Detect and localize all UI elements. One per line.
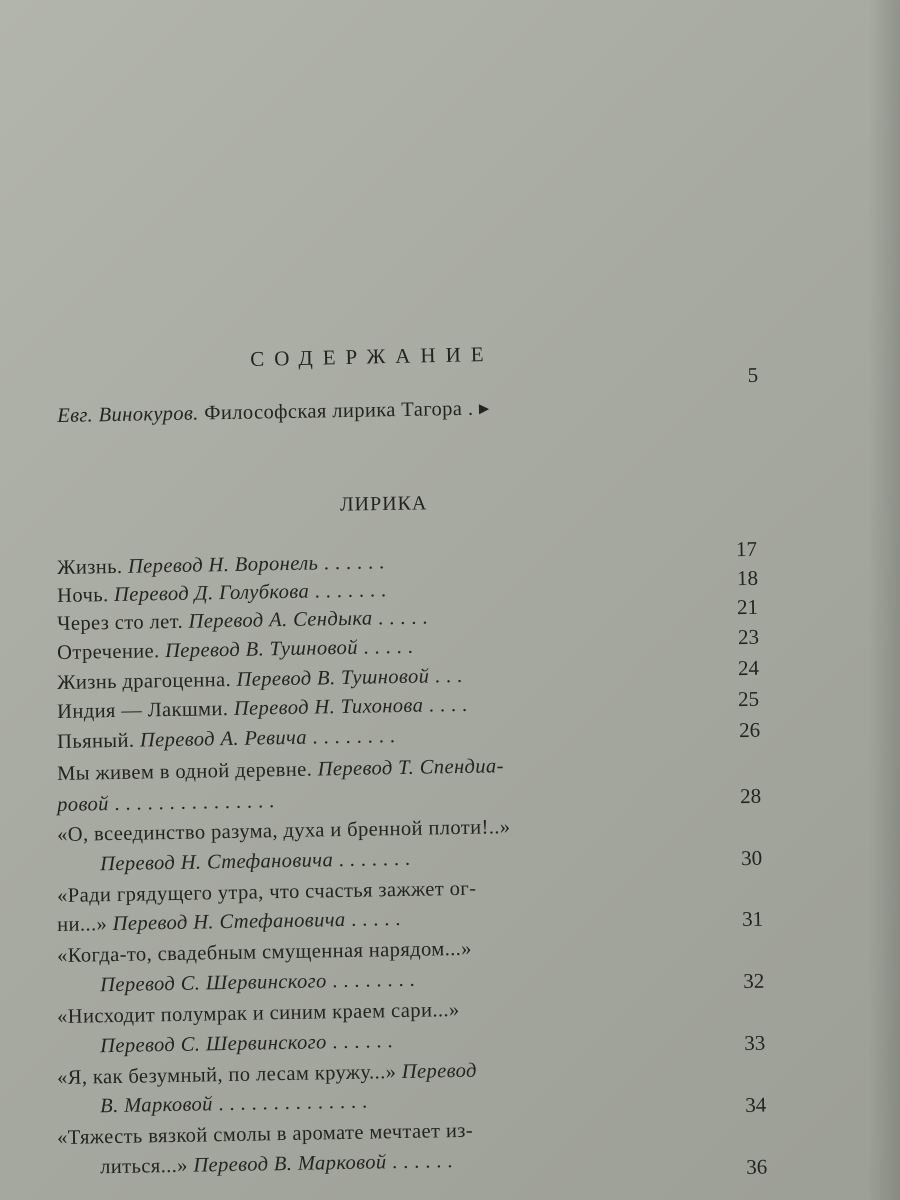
preface-dots: . ▸: [467, 397, 490, 420]
entry-text: «Нисходит полумрак и синим краем сари...»: [56, 998, 460, 1029]
entry-page: 34: [745, 1092, 767, 1117]
toc-heading: СОДЕРЖАНИЕ: [250, 341, 494, 371]
preface-page: 5: [747, 362, 759, 387]
entry-text: В. Марковой . . . . . . . . . . . . . .: [99, 1090, 368, 1118]
preface-author: Евг. Винокуров.: [57, 402, 199, 428]
entry-text: «Ради грядущего утра, что счастья зажжет ог-: [56, 877, 477, 908]
entry-text: Жизнь. Перевод Н. Воронель . . . . . .: [56, 551, 385, 580]
entry-text: Через сто лет. Перевод А. Сендыка . . . . .: [56, 606, 428, 636]
entry-text: Перевод Н. Стефановича . . . . . . .: [99, 847, 411, 876]
entry-text: Индия — Лакшми. Перевод Н. Тихонова . . . .: [56, 693, 468, 724]
entry-page: 24: [737, 655, 760, 681]
entry-text: Отречение. Перевод В. Тушновой . . . . .: [56, 635, 414, 665]
entry-page: 31: [741, 906, 764, 932]
entry-page: 17: [735, 536, 758, 562]
entry-page: 18: [736, 565, 759, 591]
entry-text: Пьяный. Перевод А. Ревича . . . . . . . .: [56, 725, 396, 754]
entry-page: 26: [738, 717, 761, 743]
entry-text: «О, всеединство разума, духа и бренной плоти!..»: [56, 816, 511, 847]
preface-title: Философская лирика Тагора: [204, 397, 463, 425]
entry-text: «Когда-то, свадебным смущенная нарядом...»: [56, 937, 473, 968]
entry-text: «Тяжесть вязкой смолы в аромате мечтает из-: [56, 1119, 474, 1150]
entry-page: 21: [736, 594, 759, 620]
entry-page: 33: [744, 1030, 766, 1056]
entry-page: 32: [742, 968, 765, 994]
toc-preface-row: [0, 362, 900, 434]
section-title: ЛИРИКА: [339, 492, 428, 516]
entry-text: Жизнь драгоценна. Перевод В. Тушновой . . .: [56, 664, 463, 695]
entry-text: Мы живем в одной деревне. Перевод Т. Спендиа-: [56, 755, 505, 786]
entry-text: Ночь. Перевод Д. Голубкова . . . . . . .: [56, 579, 387, 608]
entry-text: Перевод С. Шервинского . . . . . .: [99, 1030, 394, 1058]
entry-text: Перевод С. Шервинского . . . . . . . .: [99, 968, 416, 997]
entry-page: 28: [739, 783, 762, 809]
entry-text: ни...» Перевод Н. Стефановича . . . . .: [56, 908, 402, 937]
entry-text: «Я, как безумный, по лесам кружу...» Перевод: [56, 1059, 478, 1090]
entry-page: 36: [746, 1154, 768, 1179]
entry-page: 25: [737, 686, 760, 712]
toc-preface-text: [57, 395, 490, 428]
entry-page: 23: [737, 624, 760, 650]
entry-text: ровой . . . . . . . . . . . . . . .: [56, 790, 275, 817]
entry-text: литься...» Перевод В. Марковой . . . . . .: [99, 1150, 454, 1179]
entry-page: 30: [740, 845, 763, 871]
